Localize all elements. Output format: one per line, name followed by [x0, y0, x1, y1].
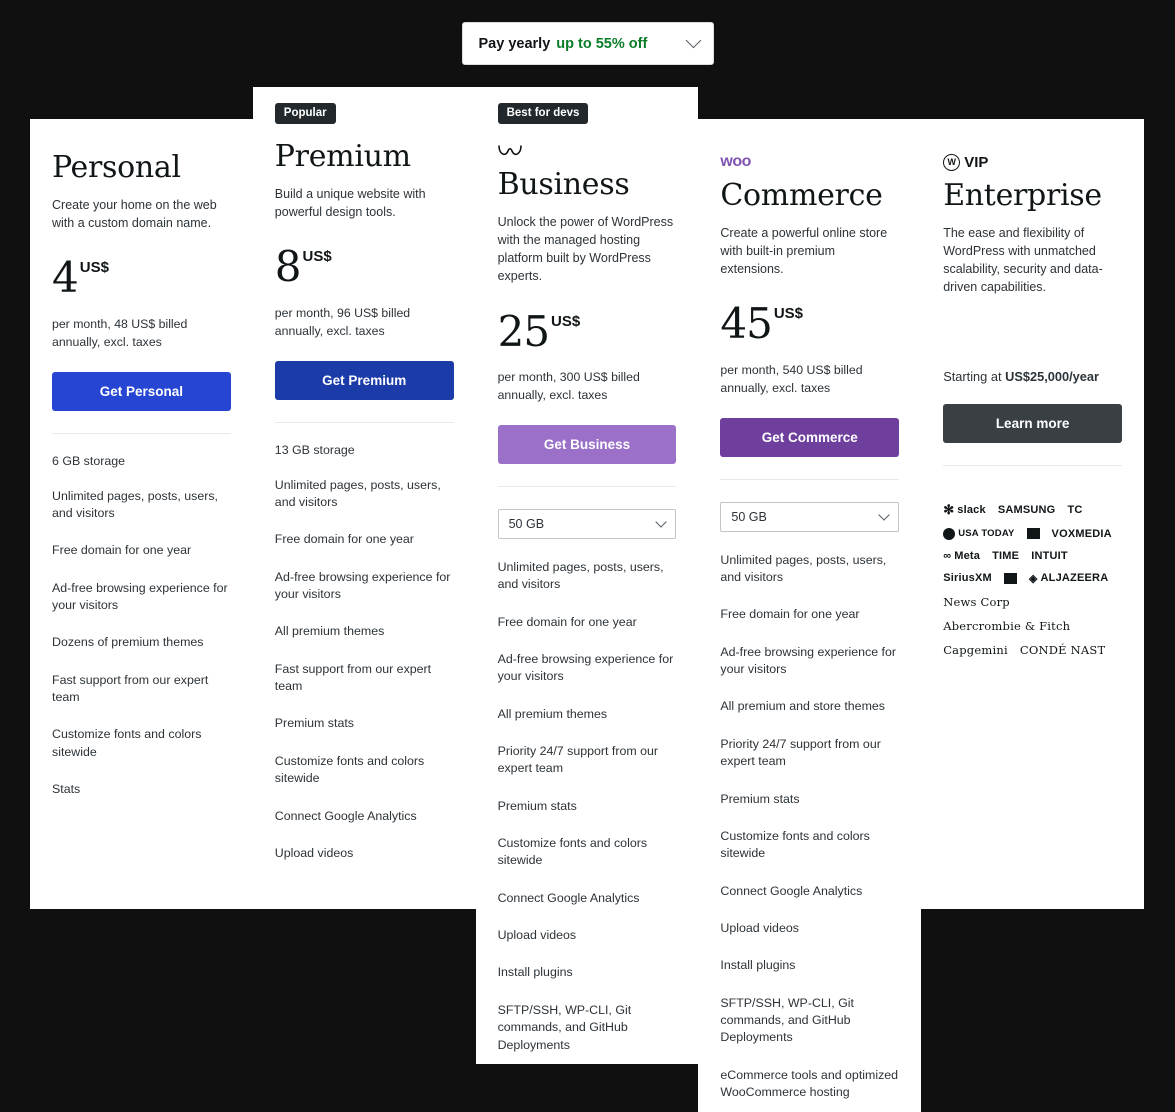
list-item: Free domain for one year — [720, 607, 860, 622]
plan-price — [720, 299, 899, 349]
price-amount: 25 — [497, 306, 550, 356]
plan-price — [497, 306, 677, 356]
plan-tagline: Unlock the power of WordPress with the managed hosting platform built by WordPress experts. — [497, 215, 674, 284]
capgemini-logo-icon: Capgemini — [943, 642, 1008, 657]
list-item: Customize fonts and colors sitewide — [274, 753, 425, 786]
starting-price-prefix: Starting at — [943, 368, 1006, 384]
starting-price — [943, 323, 1122, 384]
best-for-devs-badge: Best for devs — [498, 103, 589, 124]
list-item: Fast support from our expert team — [274, 661, 432, 694]
chevron-logo-icon — [1004, 573, 1017, 584]
price-currency: US$ — [551, 312, 581, 330]
voxmedia-logo-icon: VOXMEDIA — [1051, 527, 1112, 540]
card-divider — [498, 486, 677, 487]
list-item: Connect Google Analytics — [274, 808, 417, 823]
list-item: Premium stats — [274, 716, 354, 731]
list-item: SFTP/SSH, WP-CLI, Git commands, and GitHub Deployments — [720, 995, 854, 1045]
list-item: Unlimited pages, posts, users, and visitors — [52, 488, 218, 520]
intuit-logo-icon: INTUIT — [1031, 549, 1068, 562]
plan-grid — [30, 107, 1144, 1112]
list-item: Connect Google Analytics — [720, 883, 863, 898]
news-corp-logo-icon: News Corp — [943, 594, 1010, 609]
feature-list-commerce — [720, 532, 899, 1112]
price-note: per month, 540 US$ billed annually, excl. taxes — [720, 362, 863, 396]
list-item: Fast support from our expert team — [52, 672, 209, 705]
price-amount: 45 — [720, 299, 772, 349]
plan-title: Business — [497, 167, 630, 202]
chevron-down-icon — [656, 516, 667, 527]
list-item: Ad-free browsing experience for your visitors — [52, 580, 228, 612]
get-commerce-button[interactable]: Get Commerce — [720, 418, 899, 457]
price-amount: 8 — [274, 242, 301, 292]
list-item: Upload videos — [720, 920, 799, 935]
list-item: Unlimited pages, posts, users, and visitors — [274, 477, 441, 509]
feature-list-premium — [275, 457, 454, 873]
card-divider — [943, 465, 1122, 466]
plan-title: Enterprise — [943, 178, 1102, 213]
meta-logo-icon: ∞ Meta — [943, 549, 981, 562]
list-item: Customize fonts and colors sitewide — [52, 727, 202, 759]
conde-nast-logo-icon: CONDÉ NAST — [1019, 642, 1106, 657]
storage-select-value: 50 GB — [731, 509, 767, 524]
get-premium-button[interactable]: Get Premium — [275, 361, 454, 400]
get-business-button[interactable]: Get Business — [498, 425, 677, 464]
plan-card-commerce — [698, 119, 921, 1112]
storage-label: 13 GB storage — [274, 442, 355, 457]
storage-select-business[interactable] — [498, 509, 677, 539]
list-item: Free domain for one year — [52, 543, 192, 558]
list-item: Connect Google Analytics — [497, 890, 640, 905]
list-item: Upload videos — [497, 928, 577, 943]
billing-period-select[interactable] — [462, 22, 714, 65]
slack-logo-icon: ✻ slack — [943, 501, 986, 517]
plan-price — [274, 242, 454, 292]
list-item: All premium themes — [497, 706, 608, 721]
plan-price — [52, 253, 231, 303]
list-item: Install plugins — [497, 965, 573, 980]
price-amount: 4 — [52, 253, 78, 303]
list-item: Dozens of premium themes — [52, 635, 204, 650]
techcrunch-logo-icon: TC — [1067, 503, 1083, 516]
siriusxm-logo-icon: SiriusXM — [943, 572, 992, 584]
list-item: Stats — [52, 782, 81, 797]
list-item: Customize fonts and colors sitewide — [497, 836, 648, 868]
plan-title: Personal — [52, 150, 181, 185]
starting-price-value: US$25,000/year — [1005, 368, 1099, 384]
list-item: Unlimited pages, posts, users, and visitors — [720, 552, 887, 585]
abercrombie-fitch-logo-icon: Abercrombie & Fitch — [943, 618, 1071, 633]
plan-card-personal — [30, 119, 253, 909]
price-currency: US$ — [79, 259, 109, 277]
wordpress-vip-logo-icon: W VIP — [943, 151, 1122, 173]
list-item: Ad-free browsing experience for your visitors — [720, 644, 897, 677]
price-note: per month, 96 US$ billed annually, excl. taxes — [274, 305, 411, 338]
list-item: All premium themes — [274, 624, 385, 639]
list-item: SFTP/SSH, WP-CLI, Git commands, and GitHub Deployments — [497, 1002, 632, 1052]
feature-list-personal — [52, 468, 231, 809]
learn-more-button[interactable]: Learn more — [943, 404, 1122, 443]
plan-title: Commerce — [720, 178, 883, 213]
list-item: Priority 24/7 support from our expert team — [720, 736, 881, 769]
plan-card-enterprise — [921, 119, 1144, 909]
aljazeera-logo-icon: ◈ ALJAZEERA — [1028, 572, 1109, 585]
billing-period-bar — [0, 22, 1175, 65]
enterprise-logo-grid — [943, 502, 1122, 657]
price-note: per month, 48 US$ billed annually, excl. taxes — [52, 316, 188, 349]
plan-tagline: Create a powerful online store with built-in premium extensions. — [720, 226, 888, 277]
list-item: Ad-free browsing experience for your visitors — [274, 569, 451, 601]
samsung-logo-icon: SAMSUNG — [997, 503, 1056, 516]
storage-select-value: 50 GB — [508, 516, 545, 531]
list-item: Premium stats — [497, 798, 577, 813]
list-item: Upload videos — [274, 845, 354, 860]
list-item: All premium and store themes — [720, 699, 885, 714]
feature-list-business — [498, 539, 677, 1064]
usa-today-logo-icon: USA TODAY — [943, 528, 1014, 540]
price-currency: US$ — [302, 248, 332, 266]
billing-discount-label: up to 55% off — [556, 35, 648, 52]
get-personal-button[interactable]: Get Personal — [52, 372, 231, 411]
plan-card-premium — [253, 87, 476, 909]
chevron-down-icon — [685, 33, 701, 49]
popular-badge: Popular — [275, 103, 336, 124]
list-item: Unlimited pages, posts, users, and visitors — [497, 559, 664, 592]
list-item: Ad-free browsing experience for your visitors — [497, 651, 674, 684]
storage-select-commerce[interactable] — [720, 502, 899, 532]
price-currency: US$ — [773, 305, 804, 323]
list-item: Customize fonts and colors sitewide — [720, 828, 870, 861]
time-logo-icon: TIME — [992, 549, 1020, 562]
list-item: Free domain for one year — [274, 532, 414, 547]
list-item: eCommerce tools and optimized WooCommerce hosting — [720, 1067, 899, 1100]
storage-label: 6 GB storage — [52, 453, 126, 468]
salesforce-logo-icon — [1027, 528, 1040, 539]
chevron-down-icon — [879, 509, 890, 520]
woo-logo-icon: woo — [720, 153, 751, 170]
plan-card-business — [476, 87, 699, 1064]
list-item: Free domain for one year — [497, 614, 637, 629]
list-item: Install plugins — [720, 958, 796, 973]
list-item: Priority 24/7 support from our expert team — [497, 743, 659, 776]
card-divider — [720, 479, 899, 480]
billing-period-label: Pay yearly — [478, 35, 551, 52]
wordpress-logo-icon — [498, 140, 677, 162]
plan-tagline: Build a unique website with powerful design tools. — [274, 187, 426, 220]
list-item: Premium stats — [720, 791, 800, 806]
price-note: per month, 300 US$ billed annually, excl. taxes — [497, 369, 640, 403]
plan-title: Premium — [274, 139, 411, 174]
plan-tagline: Create your home on the web with a custom domain name. — [52, 198, 217, 231]
plan-tagline: The ease and flexibility of WordPress with unmatched scalability, security and data-driven capabilities. — [943, 226, 1103, 295]
